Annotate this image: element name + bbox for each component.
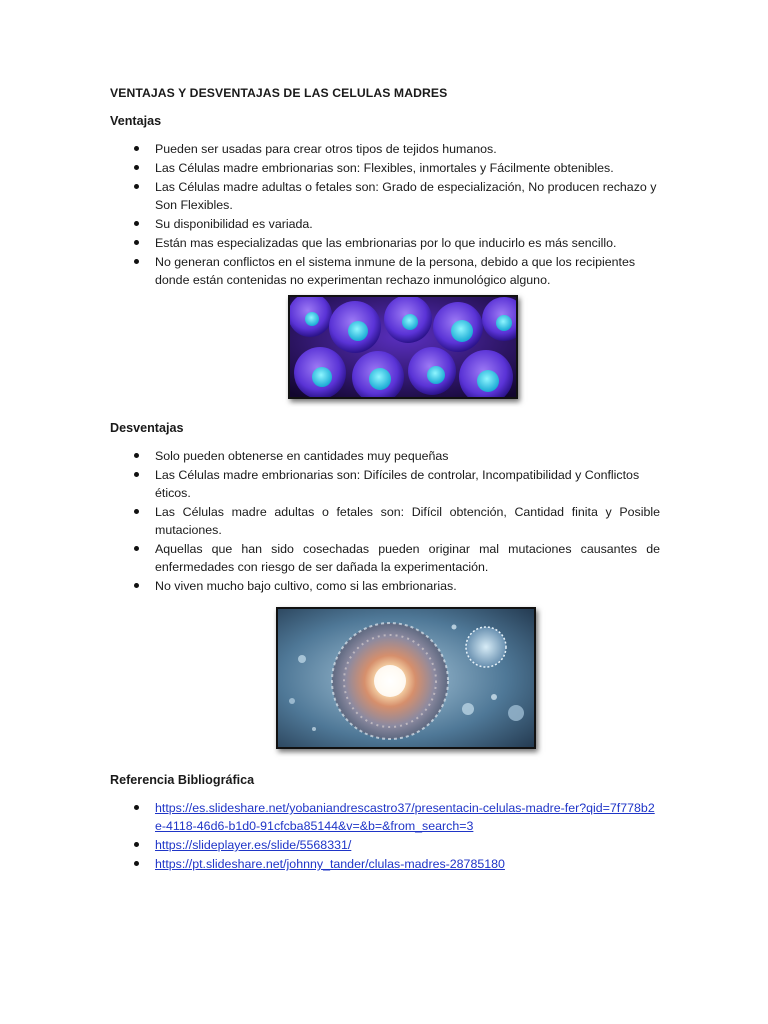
document-page — [110, 84, 660, 874]
document-title: VENTAJAS Y DESVENTAJAS DE LAS CELULAS MADRES — [110, 86, 448, 100]
advantages-list — [110, 140, 660, 289]
list-item — [110, 799, 660, 835]
list-item: Solo pueden obtenerse en cantidades muy pequeñas — [110, 447, 660, 465]
references-list — [110, 799, 660, 873]
reference-link[interactable]: https://pt.slideshare.net/johnny_tander/clulas-madres-28785180 — [155, 857, 505, 871]
list-item: Las Células madre adultas o fetales son: Grado de especialización, No producen rechazo y Son Flexibles. — [110, 178, 660, 214]
references-heading: Referencia Bibliográfica — [110, 773, 255, 787]
list-item: Las Células madre embrionarias son: Difíciles de controlar, Incompatibilidad y Conflictos éticos. — [110, 466, 660, 502]
list-item: Las Células madre adultas o fetales son: Difícil obtención, Cantidad finita y Posible mutaciones. — [110, 503, 660, 539]
list-item: Están mas especializadas que las embrionarias por lo que inducirlo es más sencillo. — [110, 234, 660, 252]
disadvantages-heading: Desventajas — [110, 421, 184, 435]
reference-link[interactable]: https://slideplayer.es/slide/5568331/ — [155, 838, 352, 852]
list-item: Las Células madre embrionarias son: Flexibles, inmortales y Fácilmente obtenibles. — [110, 159, 660, 177]
list-item: Su disponibilidad es variada. — [110, 215, 660, 233]
advantages-heading: Ventajas — [110, 114, 162, 128]
list-item: Aquellas que han sido cosechadas pueden originar mal mutaciones causantes de enfermedades con riesgo de ser dañada la experimentación. — [110, 540, 660, 576]
list-item: No generan conflictos en el sistema inmune de la persona, debido a que los recipientes donde están contenidas no experimentan rechazo inmunológico alguno. — [110, 253, 660, 289]
disadvantages-list — [110, 447, 660, 595]
list-item — [110, 855, 660, 873]
stem-cells-image — [288, 295, 518, 399]
list-item: No viven mucho bajo cultivo, como si las embrionarias. — [110, 577, 660, 595]
stem-cell-sphere-image — [276, 607, 536, 749]
list-item — [110, 836, 660, 854]
list-item: Pueden ser usadas para crear otros tipos de tejidos humanos. — [110, 140, 660, 158]
reference-link[interactable]: https://es.slideshare.net/yobaniandrescastro37/presentacin-celulas-madre-fer?qid=7f778b2e-4118-46d6-b1d0-91cfcba85144&v=&b=&from_search=3 — [155, 801, 655, 833]
